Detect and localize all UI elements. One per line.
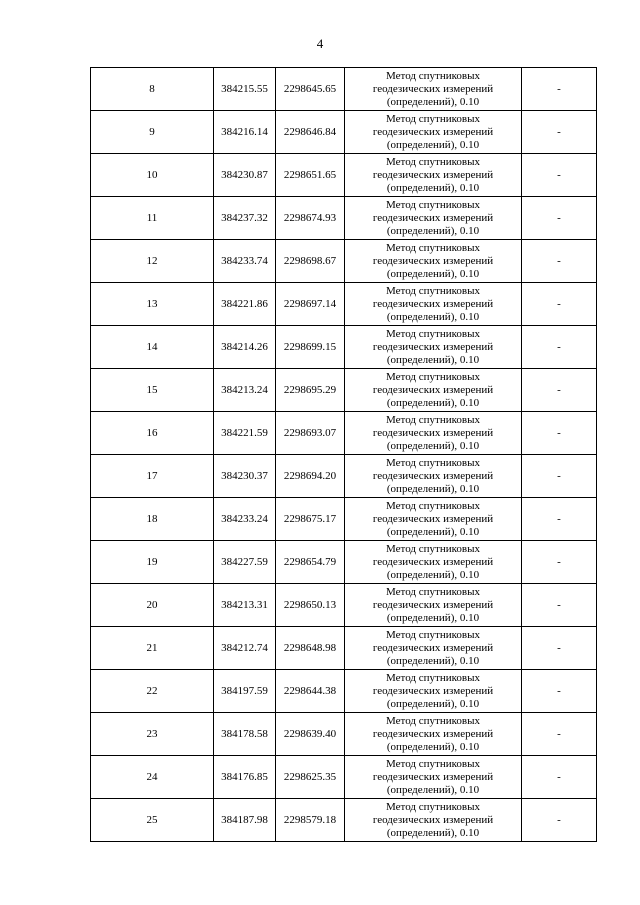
- point-number-cell: 22: [91, 670, 214, 713]
- y-coordinate-cell: 2298648.98: [276, 627, 345, 670]
- table-row: [91, 541, 597, 584]
- y-coordinate-cell: 2298654.79: [276, 541, 345, 584]
- method-cell: [345, 326, 522, 369]
- method-cell: [345, 197, 522, 240]
- x-coordinate-cell: 384233.74: [214, 240, 276, 283]
- table-row: [91, 369, 597, 412]
- y-coordinate-cell: 2298639.40: [276, 713, 345, 756]
- x-coordinate-cell: 384212.74: [214, 627, 276, 670]
- table-row: [91, 756, 597, 799]
- x-coordinate-cell: 384213.24: [214, 369, 276, 412]
- method-text-line: Метод спутниковых: [386, 241, 480, 254]
- point-number-cell: 19: [91, 541, 214, 584]
- table-row: [91, 412, 597, 455]
- note-cell: -: [522, 68, 597, 111]
- method-text-line: геодезических измерений: [372, 211, 494, 224]
- note-cell: -: [522, 412, 597, 455]
- note-cell: -: [522, 756, 597, 799]
- method-text-line: Метод спутниковых: [386, 69, 480, 82]
- point-number-cell: 18: [91, 498, 214, 541]
- method-text-line: Метод спутниковых: [386, 671, 480, 684]
- table-row: [91, 283, 597, 326]
- note-cell: -: [522, 713, 597, 756]
- point-number-cell: 13: [91, 283, 214, 326]
- table-row: [91, 627, 597, 670]
- method-text-line: геодезических измерений: [372, 598, 494, 611]
- note-cell: -: [522, 498, 597, 541]
- note-cell: -: [522, 584, 597, 627]
- method-text-line: геодезических измерений: [372, 340, 494, 353]
- point-number-cell: 25: [91, 799, 214, 842]
- method-cell: [345, 412, 522, 455]
- method-text-line: Метод спутниковых: [386, 585, 480, 598]
- note-cell: -: [522, 627, 597, 670]
- y-coordinate-cell: 2298699.15: [276, 326, 345, 369]
- table-row: [91, 584, 597, 627]
- note-cell: -: [522, 369, 597, 412]
- method-cell: [345, 498, 522, 541]
- note-cell: -: [522, 670, 597, 713]
- method-text-line: геодезических измерений: [372, 254, 494, 267]
- note-cell: -: [522, 240, 597, 283]
- method-text-line: (определений), 0.10: [386, 525, 480, 538]
- y-coordinate-cell: 2298646.84: [276, 111, 345, 154]
- method-text-line: геодезических измерений: [372, 512, 494, 525]
- x-coordinate-cell: 384221.86: [214, 283, 276, 326]
- y-coordinate-cell: 2298675.17: [276, 498, 345, 541]
- x-coordinate-cell: 384197.59: [214, 670, 276, 713]
- table-row: [91, 670, 597, 713]
- point-number-cell: 21: [91, 627, 214, 670]
- y-coordinate-cell: 2298698.67: [276, 240, 345, 283]
- y-coordinate-cell: 2298674.93: [276, 197, 345, 240]
- table-row: [91, 455, 597, 498]
- method-cell: [345, 154, 522, 197]
- x-coordinate-cell: 384233.24: [214, 498, 276, 541]
- method-text-line: (определений), 0.10: [386, 95, 480, 108]
- method-text-line: (определений), 0.10: [386, 353, 480, 366]
- y-coordinate-cell: 2298645.65: [276, 68, 345, 111]
- method-text-line: (определений), 0.10: [386, 138, 480, 151]
- note-cell: -: [522, 541, 597, 584]
- point-number-cell: 15: [91, 369, 214, 412]
- method-text-line: геодезических измерений: [372, 297, 494, 310]
- x-coordinate-cell: 384178.58: [214, 713, 276, 756]
- note-cell: -: [522, 455, 597, 498]
- note-cell: -: [522, 154, 597, 197]
- method-cell: [345, 455, 522, 498]
- method-cell: [345, 670, 522, 713]
- table-row: [91, 799, 597, 842]
- method-text-line: (определений), 0.10: [386, 611, 480, 624]
- y-coordinate-cell: 2298693.07: [276, 412, 345, 455]
- table-row: [91, 111, 597, 154]
- method-cell: [345, 240, 522, 283]
- method-text-line: Метод спутниковых: [386, 628, 480, 641]
- point-number-cell: 8: [91, 68, 214, 111]
- x-coordinate-cell: 384230.37: [214, 455, 276, 498]
- note-cell: -: [522, 326, 597, 369]
- x-coordinate-cell: 384221.59: [214, 412, 276, 455]
- method-cell: [345, 756, 522, 799]
- y-coordinate-cell: 2298625.35: [276, 756, 345, 799]
- y-coordinate-cell: 2298644.38: [276, 670, 345, 713]
- method-text-line: Метод спутниковых: [386, 370, 480, 383]
- table-row: [91, 197, 597, 240]
- method-text-line: (определений), 0.10: [386, 783, 480, 796]
- point-number-cell: 16: [91, 412, 214, 455]
- x-coordinate-cell: 384237.32: [214, 197, 276, 240]
- method-text-line: (определений), 0.10: [386, 654, 480, 667]
- x-coordinate-cell: 384215.55: [214, 68, 276, 111]
- method-text-line: геодезических измерений: [372, 813, 494, 826]
- method-text-line: геодезических измерений: [372, 168, 494, 181]
- method-text-line: Метод спутниковых: [386, 155, 480, 168]
- x-coordinate-cell: 384230.87: [214, 154, 276, 197]
- x-coordinate-cell: 384214.26: [214, 326, 276, 369]
- point-number-cell: 24: [91, 756, 214, 799]
- method-text-line: (определений), 0.10: [386, 181, 480, 194]
- method-text-line: (определений), 0.10: [386, 310, 480, 323]
- note-cell: -: [522, 283, 597, 326]
- coordinates-table: [90, 67, 597, 842]
- method-cell: [345, 541, 522, 584]
- point-number-cell: 23: [91, 713, 214, 756]
- note-cell: -: [522, 197, 597, 240]
- method-text-line: геодезических измерений: [372, 684, 494, 697]
- y-coordinate-cell: 2298651.65: [276, 154, 345, 197]
- point-number-cell: 12: [91, 240, 214, 283]
- method-text-line: Метод спутниковых: [386, 714, 480, 727]
- table-row: [91, 326, 597, 369]
- x-coordinate-cell: 384187.98: [214, 799, 276, 842]
- x-coordinate-cell: 384216.14: [214, 111, 276, 154]
- method-text-line: геодезических измерений: [372, 82, 494, 95]
- table-row: [91, 240, 597, 283]
- table-row: [91, 154, 597, 197]
- method-text-line: (определений), 0.10: [386, 826, 480, 839]
- method-text-line: Метод спутниковых: [386, 284, 480, 297]
- point-number-cell: 10: [91, 154, 214, 197]
- method-text-line: геодезических измерений: [372, 727, 494, 740]
- note-cell: -: [522, 799, 597, 842]
- y-coordinate-cell: 2298650.13: [276, 584, 345, 627]
- y-coordinate-cell: 2298579.18: [276, 799, 345, 842]
- method-text-line: (определений), 0.10: [386, 396, 480, 409]
- method-cell: [345, 627, 522, 670]
- method-text-line: Метод спутниковых: [386, 327, 480, 340]
- point-number-cell: 17: [91, 455, 214, 498]
- method-text-line: (определений), 0.10: [386, 439, 480, 452]
- method-text-line: Метод спутниковых: [386, 499, 480, 512]
- y-coordinate-cell: 2298697.14: [276, 283, 345, 326]
- method-text-line: Метод спутниковых: [386, 800, 480, 813]
- table-row: [91, 68, 597, 111]
- method-cell: [345, 584, 522, 627]
- method-text-line: Метод спутниковых: [386, 456, 480, 469]
- method-text-line: Метод спутниковых: [386, 413, 480, 426]
- method-text-line: геодезических измерений: [372, 426, 494, 439]
- method-cell: [345, 68, 522, 111]
- point-number-cell: 14: [91, 326, 214, 369]
- method-text-line: Метод спутниковых: [386, 542, 480, 555]
- method-text-line: геодезических измерений: [372, 469, 494, 482]
- y-coordinate-cell: 2298694.20: [276, 455, 345, 498]
- page-number: 4: [316, 36, 324, 51]
- method-text-line: геодезических измерений: [372, 125, 494, 138]
- method-text-line: (определений), 0.10: [386, 267, 480, 280]
- x-coordinate-cell: 384176.85: [214, 756, 276, 799]
- x-coordinate-cell: 384213.31: [214, 584, 276, 627]
- method-text-line: Метод спутниковых: [386, 757, 480, 770]
- point-number-cell: 20: [91, 584, 214, 627]
- method-cell: [345, 111, 522, 154]
- note-cell: -: [522, 111, 597, 154]
- table-row: [91, 713, 597, 756]
- coordinates-table-body: [91, 68, 597, 842]
- method-text-line: геодезических измерений: [372, 641, 494, 654]
- method-text-line: (определений), 0.10: [386, 568, 480, 581]
- x-coordinate-cell: 384227.59: [214, 541, 276, 584]
- method-text-line: Метод спутниковых: [386, 112, 480, 125]
- method-text-line: Метод спутниковых: [386, 198, 480, 211]
- point-number-cell: 11: [91, 197, 214, 240]
- method-text-line: геодезических измерений: [372, 555, 494, 568]
- method-cell: [345, 369, 522, 412]
- table-row: [91, 498, 597, 541]
- method-cell: [345, 713, 522, 756]
- method-text-line: (определений), 0.10: [386, 697, 480, 710]
- method-text-line: геодезических измерений: [372, 770, 494, 783]
- method-cell: [345, 799, 522, 842]
- method-text-line: геодезических измерений: [372, 383, 494, 396]
- method-text-line: (определений), 0.10: [386, 224, 480, 237]
- method-text-line: (определений), 0.10: [386, 740, 480, 753]
- method-cell: [345, 283, 522, 326]
- y-coordinate-cell: 2298695.29: [276, 369, 345, 412]
- method-text-line: (определений), 0.10: [386, 482, 480, 495]
- point-number-cell: 9: [91, 111, 214, 154]
